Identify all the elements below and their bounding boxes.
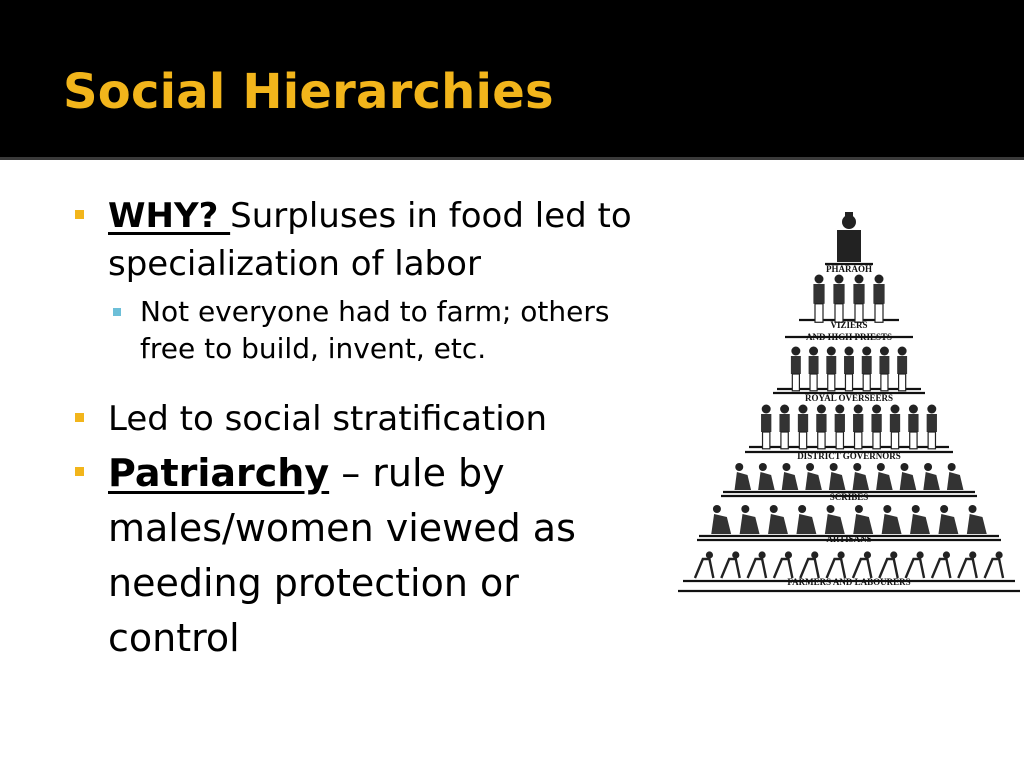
pyramid-figure xyxy=(809,347,819,391)
pyramid-figure xyxy=(782,463,799,490)
pyramid-figure xyxy=(853,405,863,449)
pyramid-figure xyxy=(906,551,924,578)
pyramid-figure xyxy=(695,551,713,578)
pyramid-figure xyxy=(758,463,775,490)
pyramid-tier-label: SCRIBES xyxy=(829,492,869,502)
pyramid-figure xyxy=(768,505,788,534)
pyramid-figure xyxy=(879,551,897,578)
pyramid-figure xyxy=(927,405,937,449)
bullet-list xyxy=(72,192,657,666)
pyramid-figure xyxy=(958,551,976,578)
bullet-patriarchy xyxy=(72,446,657,666)
sub-bullet-marker xyxy=(113,308,121,316)
bullet-stratification xyxy=(72,395,657,443)
sub-bullet-farming xyxy=(72,293,657,367)
pyramid-figure xyxy=(938,505,958,534)
pyramid-tier-label: ARTISANS xyxy=(826,534,872,544)
pyramid-figure xyxy=(853,463,870,490)
pyramid-figure xyxy=(711,505,731,534)
bullet-text: Led to social stratification xyxy=(108,399,548,439)
bullet-marker xyxy=(75,210,84,219)
pyramid-figure xyxy=(774,551,792,578)
bullet-text: – rule by males/women viewed as needing protection or control xyxy=(108,451,576,660)
sub-bullet-text: Not everyone had to farm; others free to build, invent, etc. xyxy=(140,295,610,365)
bullet-marker xyxy=(75,467,84,476)
bullet-lead: Patriarchy xyxy=(108,451,330,495)
pyramid-figure xyxy=(813,275,824,323)
pyramid-figure xyxy=(844,347,854,391)
bullet-text: Surpluses in food led to specialization of labor xyxy=(108,196,632,284)
pyramid-figure xyxy=(829,463,846,490)
pyramid-figure xyxy=(740,505,760,534)
pyramid-figure xyxy=(735,463,752,490)
pyramid-figure xyxy=(908,405,918,449)
pyramid-figure xyxy=(967,505,987,534)
pyramid-figure xyxy=(791,347,801,391)
pyramid-figure xyxy=(853,551,871,578)
pyramid-figure xyxy=(876,463,893,490)
title-band xyxy=(0,0,1024,160)
pyramid-figure xyxy=(853,505,873,534)
pyramid-tier-label: ROYAL OVERSEERS xyxy=(805,393,893,403)
pyramid-figure xyxy=(748,551,766,578)
pyramid-tier-label: AND HIGH PRIESTS xyxy=(805,332,893,342)
title-divider xyxy=(0,157,1024,160)
pyramid-figure xyxy=(947,463,964,490)
pyramid-tier-label: PHARAOH xyxy=(826,264,872,274)
pyramid-figure xyxy=(862,347,872,391)
pyramid-figure xyxy=(800,551,818,578)
bullet-marker xyxy=(75,413,84,422)
pyramid-figure xyxy=(805,463,822,490)
pyramid-figure xyxy=(825,505,845,534)
bullet-lead: WHY? xyxy=(108,196,231,236)
pyramid-tier-label: DISTRICT GOVERNORS xyxy=(797,451,901,461)
pyramid-figure xyxy=(827,551,845,578)
egyptian-hierarchy-pyramid xyxy=(678,206,1024,602)
pyramid-figure xyxy=(900,463,917,490)
bullet-why xyxy=(72,192,657,288)
pyramid-figure xyxy=(721,551,739,578)
pyramid-tier-label: VIZIERS xyxy=(830,320,868,330)
pyramid-figure xyxy=(853,275,864,323)
pyramid-figure xyxy=(798,405,808,449)
pyramid-figure xyxy=(932,551,950,578)
pyramid-figure xyxy=(879,347,889,391)
pyramid-figure xyxy=(985,551,1003,578)
pyramid-figure xyxy=(796,505,816,534)
pyramid-figure xyxy=(882,505,902,534)
pyramid-figure xyxy=(923,463,940,490)
pyramid-figure xyxy=(897,347,907,391)
slide-title: Social Hierarchies xyxy=(63,64,554,120)
pyramid-figure xyxy=(873,275,884,323)
pyramid-figure xyxy=(890,405,900,449)
pyramid-tier-label: FARMERS AND LABOURERS xyxy=(787,577,911,587)
pyramid-figure xyxy=(833,275,844,323)
pyramid-figure xyxy=(871,405,881,449)
pyramid-figure xyxy=(779,405,789,449)
pyramid-figure xyxy=(910,505,930,534)
pyramid-figure xyxy=(835,405,845,449)
pyramid-figure xyxy=(761,405,771,449)
pyramid-figure xyxy=(826,347,836,391)
pyramid-figure xyxy=(816,405,826,449)
pyramid-figure xyxy=(837,212,861,262)
